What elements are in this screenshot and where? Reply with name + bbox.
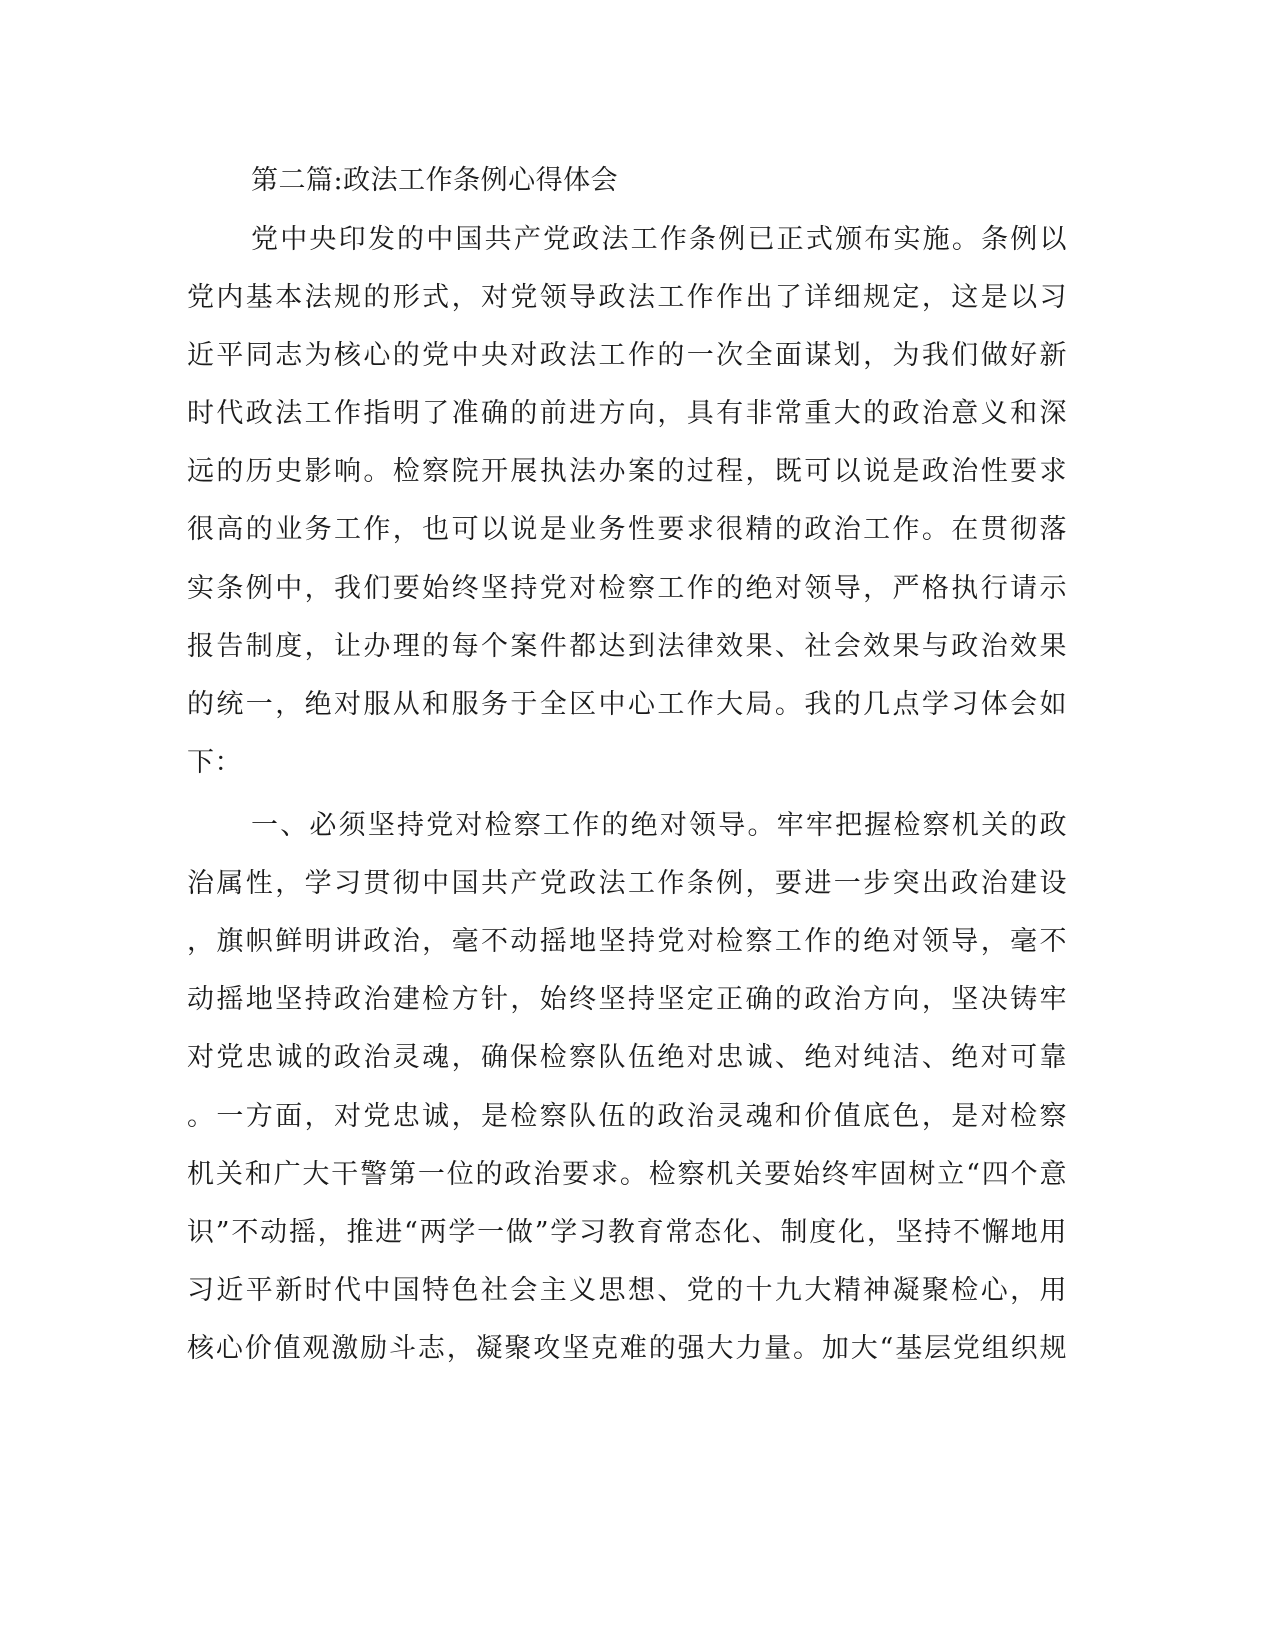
paragraph-line: 动摇地坚持政治建检方针，始终坚持坚定正确的政治方向，坚决铸牢 — [187, 984, 1067, 1015]
paragraph-line: 。一方面，对党忠诚，是检察队伍的政治灵魂和价值底色，是对检察 — [187, 1101, 1067, 1132]
paragraph-line: 机关和广大干警第一位的政治要求。检察机关要始终牢固树立“四个意 — [187, 1159, 1067, 1190]
paragraph-line: 识”不动摇，推进“两学一做”学习教育常态化、制度化，坚持不懈地用 — [187, 1217, 1067, 1248]
paragraph-line: 近平同志为核心的党中央对政法工作的一次全面谋划，为我们做好新 — [187, 340, 1067, 371]
paragraph-line: 远的历史影响。检察院开展执法办案的过程，既可以说是政治性要求 — [187, 456, 1067, 487]
paragraph-line: ，旗帜鲜明讲政治，毫不动摇地坚持党对检察工作的绝对领导，毫不 — [187, 926, 1067, 957]
paragraph-line: 实条例中，我们要始终坚持党对检察工作的绝对领导，严格执行请示 — [187, 573, 1067, 604]
paragraph-line: 时代政法工作指明了准确的前进方向，具有非常重大的政治意义和深 — [187, 398, 1067, 429]
paragraph-line: 习近平新时代中国特色社会主义思想、党的十九大精神凝聚检心，用 — [187, 1275, 1067, 1306]
paragraph-line: 一、必须坚持党对检察工作的绝对领导。牢牢把握检察机关的政 — [251, 810, 1067, 841]
paragraph-line: 很高的业务工作，也可以说是业务性要求很精的政治工作。在贯彻落 — [187, 514, 1067, 545]
paragraph-line: 治属性，学习贯彻中国共产党政法工作条例，要进一步突出政治建设 — [187, 868, 1067, 899]
paragraph-line: 报告制度，让办理的每个案件都达到法律效果、社会效果与政治效果 — [187, 631, 1067, 662]
paragraph-line: 的统一，绝对服从和服务于全区中心工作大局。我的几点学习体会如 — [187, 689, 1067, 720]
document-title: 第二篇:政法工作条例心得体会 — [251, 165, 619, 196]
paragraph-line: 党中央印发的中国共产党政法工作条例已正式颁布实施。条例以 — [251, 224, 1067, 255]
paragraph-line: 党内基本法规的形式，对党领导政法工作作出了详细规定，这是以习 — [187, 282, 1067, 313]
paragraph-line: 下： — [187, 747, 242, 778]
paragraph-line: 核心价值观激励斗志，凝聚攻坚克难的强大力量。加大“基层党组织规 — [187, 1333, 1067, 1364]
paragraph-line: 对党忠诚的政治灵魂，确保检察队伍绝对忠诚、绝对纯洁、绝对可靠 — [187, 1042, 1067, 1073]
